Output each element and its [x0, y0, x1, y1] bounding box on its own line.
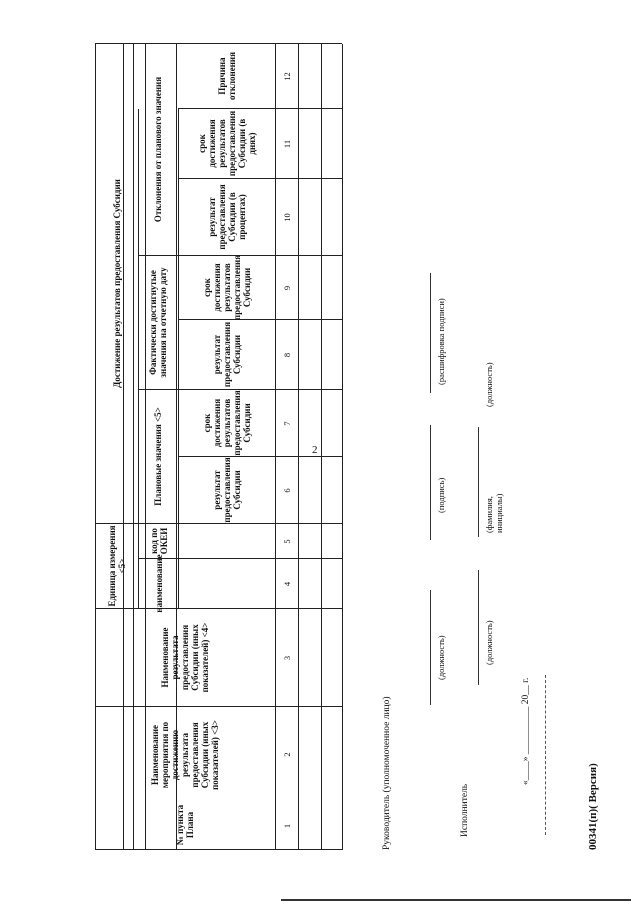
document-footer-code: 00341(п)( Версия) [587, 763, 599, 850]
page-edge [281, 899, 631, 901]
header-plan-number: № пункта Плана [175, 804, 195, 846]
column-number: 12 [282, 72, 292, 81]
executor-position-caption: (должность) [484, 620, 494, 665]
date-line: «____» __________ 20__ г. [521, 677, 531, 785]
header-unit-group: Единица измерения <5> [107, 525, 127, 607]
header-planned-group: Плановые значения <5> [153, 407, 163, 506]
page-number: 2 [312, 444, 318, 456]
column-number: 4 [282, 581, 292, 587]
executor-name-caption: (фамилия, инициалы) [484, 493, 504, 533]
header-planned-deadline: срок достижения результатов предоставления Субсидии [202, 390, 252, 456]
column-number: 6 [282, 488, 292, 493]
column-number: 8 [282, 352, 292, 358]
header-deviation-result: результат предоставления Субсидии (в процентах) [207, 184, 247, 250]
column-number: 2 [282, 752, 292, 757]
header-deviation-group: Отклонения от планового значения [153, 76, 163, 223]
header-unit-name: наименование [154, 554, 164, 613]
header-deviation-deadline: срок достижения результатов предоставления Субсидии (в днях) [197, 110, 257, 177]
head-decoding-caption: (расшифровка подписи) [436, 298, 446, 385]
header-activity-name: Наименование мероприятия по достижению результата предоставления Субсидии (иных показателей) <3> [150, 720, 220, 790]
head-signature-caption: (подпись) [436, 477, 446, 513]
header-deviation-reason: Причина отклонения [217, 52, 237, 100]
executor-position2-caption: (должность) [484, 362, 494, 407]
header-actual-result: результат предоставления Субсидии [212, 321, 242, 388]
header-planned-result: результат предоставления Субсидии [212, 457, 242, 523]
column-number: 9 [282, 285, 292, 291]
header-actual-group: Фактически достигнутые значения на отчетную дату [148, 267, 168, 378]
column-number: 1 [282, 823, 292, 829]
header-result-name: Наименование результата предоставления Субсидии (иных показателей) <4> [160, 622, 210, 693]
header-achievement-group: Достижение результатов предоставления Субсидии [112, 179, 122, 388]
column-number: 7 [282, 421, 292, 426]
head-label: Руководитель (уполномоченное лицо) [382, 696, 392, 850]
column-number: 10 [282, 213, 292, 222]
column-number: 11 [282, 139, 292, 149]
column-number: 5 [282, 539, 292, 544]
header-okei-code: код по ОКЕИ [149, 527, 169, 555]
executor-label: Исполнитель [460, 783, 470, 837]
head-position-caption: (должность) [436, 635, 446, 680]
header-actual-deadline: срок достижения результатов предоставления Субсидии [202, 254, 252, 321]
column-number: 3 [282, 655, 292, 661]
